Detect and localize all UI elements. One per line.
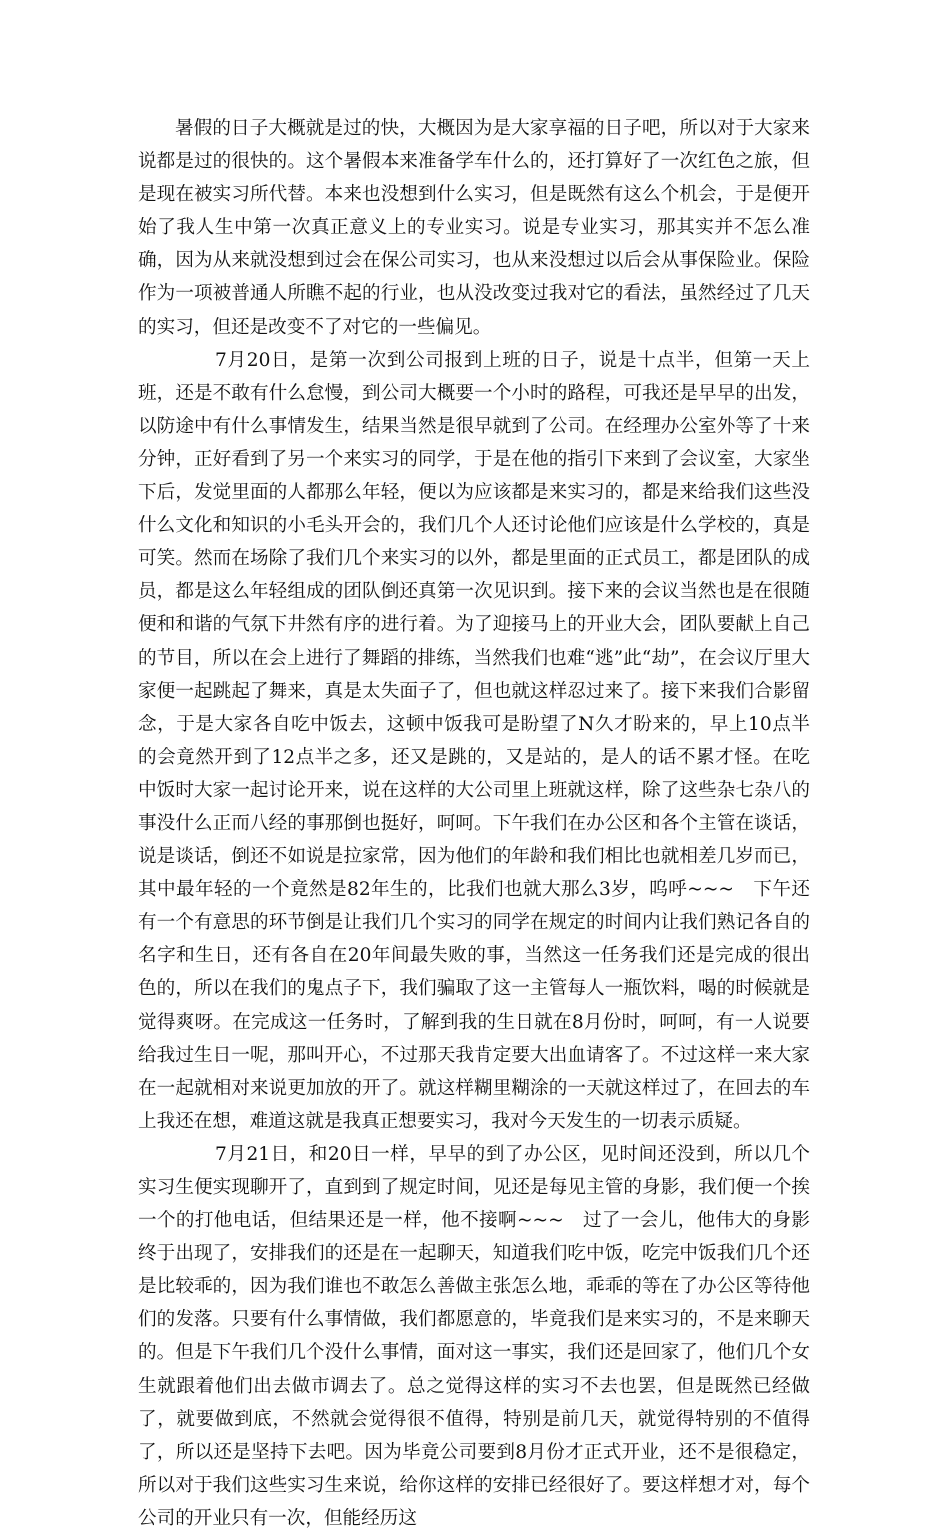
paragraph-intro: 暑假的日子大概就是过的快，大概因为是大家享福的日子吧，所以对于大家来说都是过的很快的。这个暑假本来准备学车什么的，还打算好了一次红色之旅，但是现在被实习所代替。本来也没想到什么实习，但是既然有这么个机会，于是便开始了我人生中第一次真正意义上的专业实习。说是专业实习，那其实并不怎么准确，因为从来就没想到过会在保公司实习，也从来没想过以后会从事保险业。保险作为一项被普通人所瞧不起的行业，也从没改变过我对它的看法，虽然经过了几天的实习，但还是改变不了对它的一些偏见。: [138, 118, 810, 338]
paragraph-july-20: 7月20日，是第一次到公司报到上班的日子，说是十点半，但第一天上班，还是不敢有什么怠慢，到公司大概要一个小时的路程，可我还是早早的出发，以防途中有什么事情发生，结果当然是很早就到了公司。在经理办公室外等了十来分钟，正好看到了另一个来实习的同学，于是在他的指引下来到了会议室，大家坐下后，发觉里面的人都那么年轻，便以为应该都是来实习的，都是来给我们这些没什么文化和知识的小毛头开会的，我们几个人还讨论他们应该是什么学校的，真是可笑。然而在场除了我们几个来实习的以外，都是里面的正式员工，都是团队的成员，都是这么年轻组成的团队倒还真第一次见识到。接下来的会议当然也是在很随便和和谐的气氛下井然有序的进行着。为了迎接马上的开业大会，团队要献上自己的节目，所以在会上进行了舞蹈的排练，当然我们也难“逃”此“劫”，在会议厅里大家便一起跳起了舞来，真是太失面子了，但也就这样忍过来了。接下来我们合影留念，于是大家各自吃中饭去，这顿中饭我可是盼望了N久才盼来的，早上10点半的会竟然开到了12点半之多，还又是跳的，又是站的，是人的话不累才怪。在吃中饭时大家一起讨论开来，说在这样的大公司里上班就这样，除了这些杂七杂八的事没什么正而八经的事那倒也挺好，呵呵。下午我们在办公区和各个主管在谈话，说是谈话，倒还不如说是拉家常，因为他们的年龄和我们相比也就相差几岁而已，其中最年轻的一个竟然是82年生的，比我们也就大那么3岁，呜呼~~~ 下午还有一个有意思的环节倒是让我们几个实习的同学在规定的时间内让我们熟记各自的名字和生日，还有各自在20年间最失败的事，当然这一任务我们还是完成的很出色的，所以在我们的鬼点子下，我们骗取了这一主管每人一瓶饮料，喝的时候就是觉得爽呀。在完成这一任务时，了解到我的生日就在8月份时，呵呵，有一人说要给我过生日一呢，那叫开心，不过那天我肯定要大出血请客了。不过这样一来大家在一起就相对来说更加放的开了。就这样糊里糊涂的一天就这样过了，在回去的车上我还在想，难道这就是我真正想要实习，我对今天发生的一切表示质疑。: [138, 349, 810, 1132]
paragraph-july-21: 7月21日，和20日一样，早早的到了办公区，见时间还没到，所以几个实习生便实现聊开了，直到到了规定时间，见还是每见主管的身影，我们便一个挨一个的打他电话，但结果还是一样，他不接啊~~~ 过了一会儿，他伟大的身影终于出现了，安排我们的还是在一起聊天，知道我们吃中饭，吃完中饭我们几个还是比较乖的，因为我们谁也不敢怎么善做主张怎么地，乖乖的等在了办公区等待他们的发落。只要有什么事情做，我们都愿意的，毕竟我们是来实习的，不是来聊天的。但是下午我们几个没什么事情，面对这一事实，我们还是回家了，他们几个女生就跟着他们出去做市调去了。总之觉得这样的实习不去也罢，但是既然已经做了，就要做到底，不然就会觉得很不值得，特别是前几天，就觉得特别的不值得了，所以还是坚持下去吧。因为毕竟公司要到8月份才正式开业，还不是很稳定，所以对于我们这些实习生来说，给你这样的安排已经很好了。要这样想才对，每个公司的开业只有一次，但能经历这: [138, 1143, 810, 1529]
document-body: [138, 112, 810, 1535]
